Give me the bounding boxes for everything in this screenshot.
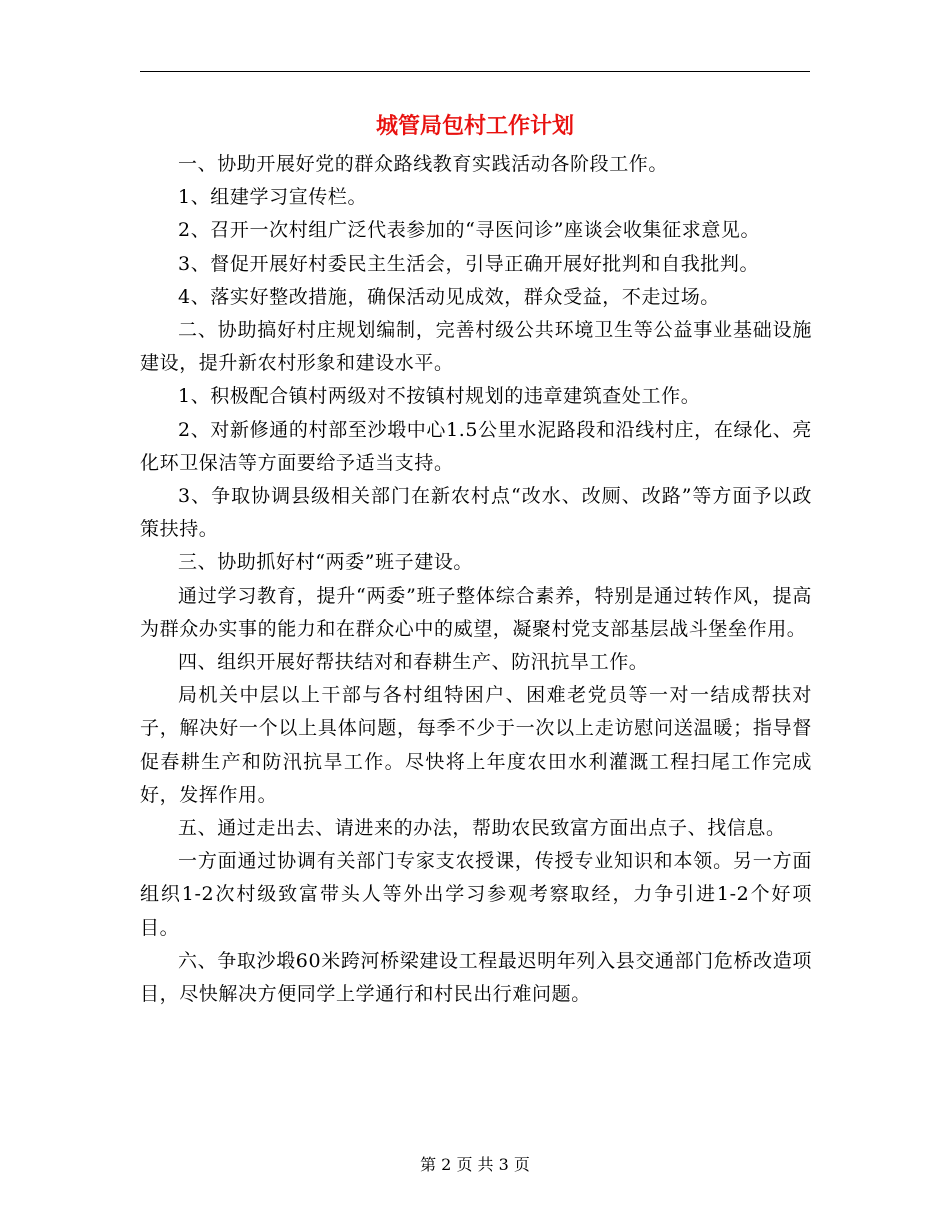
header-rule — [140, 71, 810, 72]
list-item: 4、落实好整改措施，确保活动见成效，群众受益，不走过场。 — [178, 285, 720, 308]
section-heading: 二、协助搞好村庄规划编制，完善村级公共环境卫生等公益事业基础设施建设，提升新农村形象和建设水平。 — [140, 319, 812, 375]
body-paragraph: 局机关中层以上干部与各村组特困户、困难老党员等一对一结成帮扶对子，解决好一个以上具体问题，每季不少于一次以上走访慰问送温暖；指导督促春耕生产和防汛抗旱工作。尽快将上年度农田水利灌溉工程扫尾工作完成好，发挥作用。 — [140, 684, 812, 806]
section-heading: 六、争取沙塅60米跨河桥梁建设工程最迟明年列入县交通部门危桥改造项目，尽快解决方便同学上学通行和村民出行难问题。 — [140, 949, 812, 1006]
list-item: 1、积极配合镇村两级对不按镇村规划的违章建筑查处工作。 — [178, 385, 701, 408]
list-item: 1、组建学习宣传栏。 — [178, 186, 368, 209]
section-heading: 五、通过走出去、请进来的办法，帮助农民致富方面出点子、找信息。 — [178, 817, 786, 840]
section-heading: 四、组织开展好帮扶结对和春耕生产、防汛抗旱工作。 — [178, 651, 649, 674]
page-number: 第 2 页 共 3 页 — [420, 1155, 530, 1174]
section-heading: 一、协助开展好党的群众路线教育实践活动各阶段工作。 — [178, 153, 669, 175]
list-item: 2、对新修通的村部至沙塅中心1.5公里水泥路段和沿线村庄，在绿化、亮化环卫保洁等方面要给予适当支持。 — [140, 418, 812, 474]
list-item: 2、召开一次村组广泛代表参加的“寻医问诊”座谈会收集征求意见。 — [178, 219, 761, 242]
document-body — [140, 148, 812, 1011]
body-paragraph: 通过学习教育，提升“两委”班子整体综合素养，特别是通过转作风，提高为群众办实事的能力和在群众心中的威望，凝聚村党支部基层战斗堡垒作用。 — [140, 584, 812, 640]
section-heading: 三、协助抓好村“两委”班子建设。 — [178, 551, 474, 574]
list-item: 3、争取协调县级相关部门在新农村点“改水、改厕、改路”等方面予以政策扶持。 — [140, 485, 812, 541]
document-title: 城管局包村工作计划 — [375, 113, 574, 139]
body-paragraph: 一方面通过协调有关部门专家支农授课，传授专业知识和本领。另一方面组织1-2次村级致富带头人等外出学习参观考察取经，力争引进1-2个好项目。 — [140, 850, 812, 939]
list-item: 3、督促开展好村委民主生活会，引导正确开展好批判和自我批判。 — [178, 252, 760, 275]
